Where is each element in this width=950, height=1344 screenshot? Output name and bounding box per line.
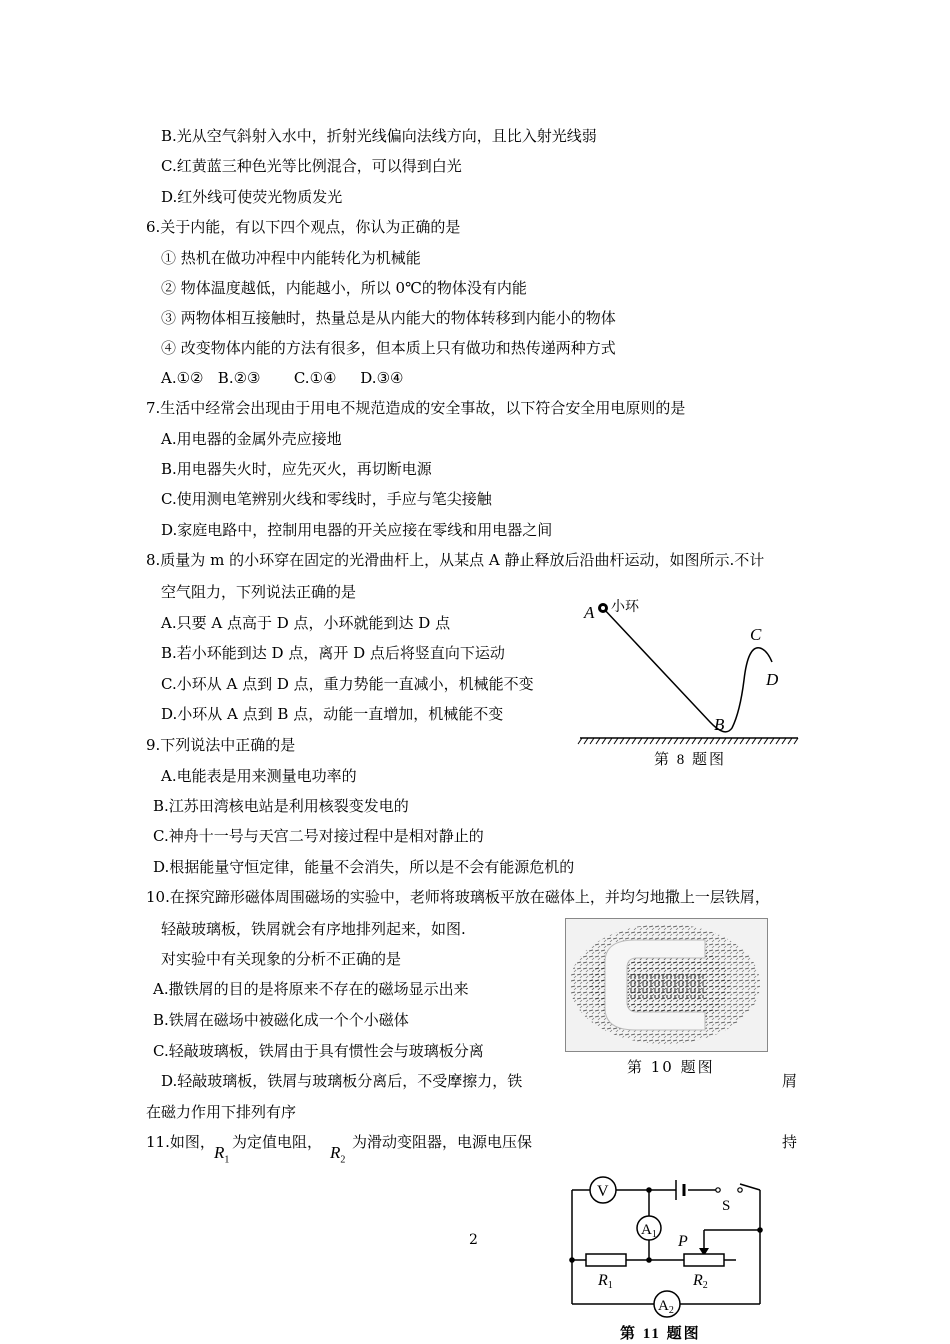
q8-option-c: C.小环从 A 点到 D 点，重力势能一直减小，机械能不变 bbox=[161, 675, 534, 693]
q10-stem-line1: 10.在探究蹄形磁体周围磁场的实验中，老师将玻璃板平放在磁体上，并均匀地撒上一层铁屑， bbox=[146, 888, 770, 906]
figure-8-caption: 第 8 题图 bbox=[654, 752, 727, 768]
q9-option-a: A.电能表是用来测量电功率的 bbox=[161, 767, 357, 785]
q8-option-b: B.若小环能到达 D 点，离开 D 点后将竖直向下运动 bbox=[161, 644, 505, 662]
q6-stem: 6.关于内能，有以下四个观点，你认为正确的是 bbox=[146, 218, 461, 236]
switch-contact-left bbox=[716, 1188, 720, 1192]
q6-statement-4: ④ 改变物体内能的方法有很多，但本质上只有做功和热传递两种方式 bbox=[161, 339, 616, 357]
q11-symbol-r1: $R_1$ bbox=[214, 1143, 230, 1166]
q5-option-c: C.红黄蓝三种色光等比例混合，可以得到白光 bbox=[161, 157, 462, 175]
r2-label: R2 bbox=[693, 1272, 708, 1291]
ammeter-a1-label: $A_1$ bbox=[641, 1222, 657, 1240]
r1-label: R1 bbox=[598, 1272, 613, 1291]
q5-option-d: D.红外线可使荧光物质发光 bbox=[161, 188, 343, 206]
q11-stem-c: 为滑动变阻器，电源电压保 bbox=[352, 1133, 533, 1151]
q11-stem-b: 为定值电阻， bbox=[232, 1133, 323, 1151]
switch-label: S bbox=[722, 1198, 731, 1214]
q7-option-a: A.用电器的金属外壳应接地 bbox=[161, 430, 342, 448]
q6-statement-3: ③ 两物体相互接触时，热量总是从内能大的物体转移到内能小的物体 bbox=[161, 309, 616, 327]
q10-option-d-line2: 在磁力作用下排列有序 bbox=[146, 1103, 297, 1121]
q10-option-d-tail: 屑 bbox=[782, 1072, 798, 1090]
q9-option-c: C.神舟十一号与天宫二号对接过程中是相对静止的 bbox=[153, 827, 484, 845]
q6-statement-1: ① 热机在做功冲程中内能转化为机械能 bbox=[161, 249, 421, 267]
label-ring: 小环 bbox=[611, 600, 639, 615]
ground-hatching bbox=[578, 738, 798, 744]
figure-10-caption: 第 10 题图 bbox=[627, 1058, 715, 1076]
label-a: A bbox=[584, 603, 595, 622]
q7-option-d: D.家庭电路中，控制用电器的开关应接在零线和用电器之间 bbox=[161, 521, 553, 539]
q9-option-d: D.根据能量守恒定律，能量不会消失，所以是不会有能源危机的 bbox=[153, 858, 575, 876]
q7-option-b: B.用电器失火时，应先灭火，再切断电源 bbox=[161, 460, 432, 478]
ammeter-a2-label: $A_2$ bbox=[658, 1298, 674, 1316]
label-b: B bbox=[714, 715, 725, 734]
q10-stem-line3: 对实验中有关现象的分析不正确的是 bbox=[161, 950, 402, 968]
q10-option-a: A.撒铁屑的目的是将原来不存在的磁场显示出来 bbox=[153, 980, 469, 998]
resistor-r1 bbox=[586, 1254, 626, 1266]
q10-option-d-line1: D.轻敲玻璃板，铁屑与玻璃板分离后，不受摩擦力，铁 bbox=[161, 1072, 523, 1090]
q9-stem: 9.下列说法中正确的是 bbox=[146, 736, 296, 754]
q7-stem: 7.生活中经常会出现由于用电不规范造成的安全事故，以下符合安全用电原则的是 bbox=[146, 399, 686, 417]
q5-option-b: B.光从空气斜射入水中，折射光线偏向法线方向，且比入射光线弱 bbox=[161, 127, 597, 145]
q11-symbol-r2: $R_2$ bbox=[330, 1143, 346, 1166]
voltmeter-label: V bbox=[597, 1183, 609, 1200]
q8-option-a: A.只要 A 点高于 D 点，小环就能到达 D 点 bbox=[161, 614, 451, 632]
q6-options: A.①② B.②③ C.①④ D.③④ bbox=[161, 369, 404, 387]
q11-stem-a: 11.如图， bbox=[146, 1133, 215, 1151]
q9-option-b: B.江苏田湾核电站是利用核裂变发电的 bbox=[153, 797, 409, 815]
figure-10-iron-filings bbox=[565, 918, 768, 1052]
label-d: D bbox=[766, 670, 779, 689]
q8-option-d: D.小环从 A 点到 B 点，动能一直增加，机械能不变 bbox=[161, 705, 504, 723]
q8-stem-line2: 空气阻力，下列说法正确的是 bbox=[161, 583, 357, 601]
q10-stem-line2: 轻敲玻璃板，铁屑就会有序地排列起来，如图. bbox=[161, 920, 466, 938]
curved-rod bbox=[603, 608, 772, 732]
figure-11-caption: 第 11 题图 bbox=[620, 1326, 701, 1342]
figure-8 bbox=[570, 590, 810, 770]
page-number: 2 bbox=[469, 1232, 478, 1248]
q11-stem-tail: 持 bbox=[782, 1133, 798, 1151]
q8-stem-line1: 8.质量为 m 的小环穿在固定的光滑曲杆上，从某点 A 静止释放后沿曲杆运动，如图所示.不计 bbox=[146, 551, 765, 569]
switch-contact-right bbox=[738, 1188, 742, 1192]
rheostat-r2 bbox=[684, 1254, 724, 1266]
q6-statement-2: ② 物体温度越低，内能越小，所以 0℃的物体没有内能 bbox=[161, 279, 527, 297]
slider-label: P bbox=[678, 1233, 688, 1250]
q10-option-b: B.铁屑在磁场中被磁化成一个个小磁体 bbox=[153, 1011, 409, 1029]
label-c: C bbox=[750, 625, 762, 644]
q7-option-c: C.使用测电笔辨别火线和零线时，手应与笔尖接触 bbox=[161, 490, 492, 508]
q10-option-c: C.轻敲玻璃板，铁屑由于具有惯性会与玻璃板分离 bbox=[153, 1042, 484, 1060]
figure-11-circuit bbox=[560, 1170, 780, 1344]
